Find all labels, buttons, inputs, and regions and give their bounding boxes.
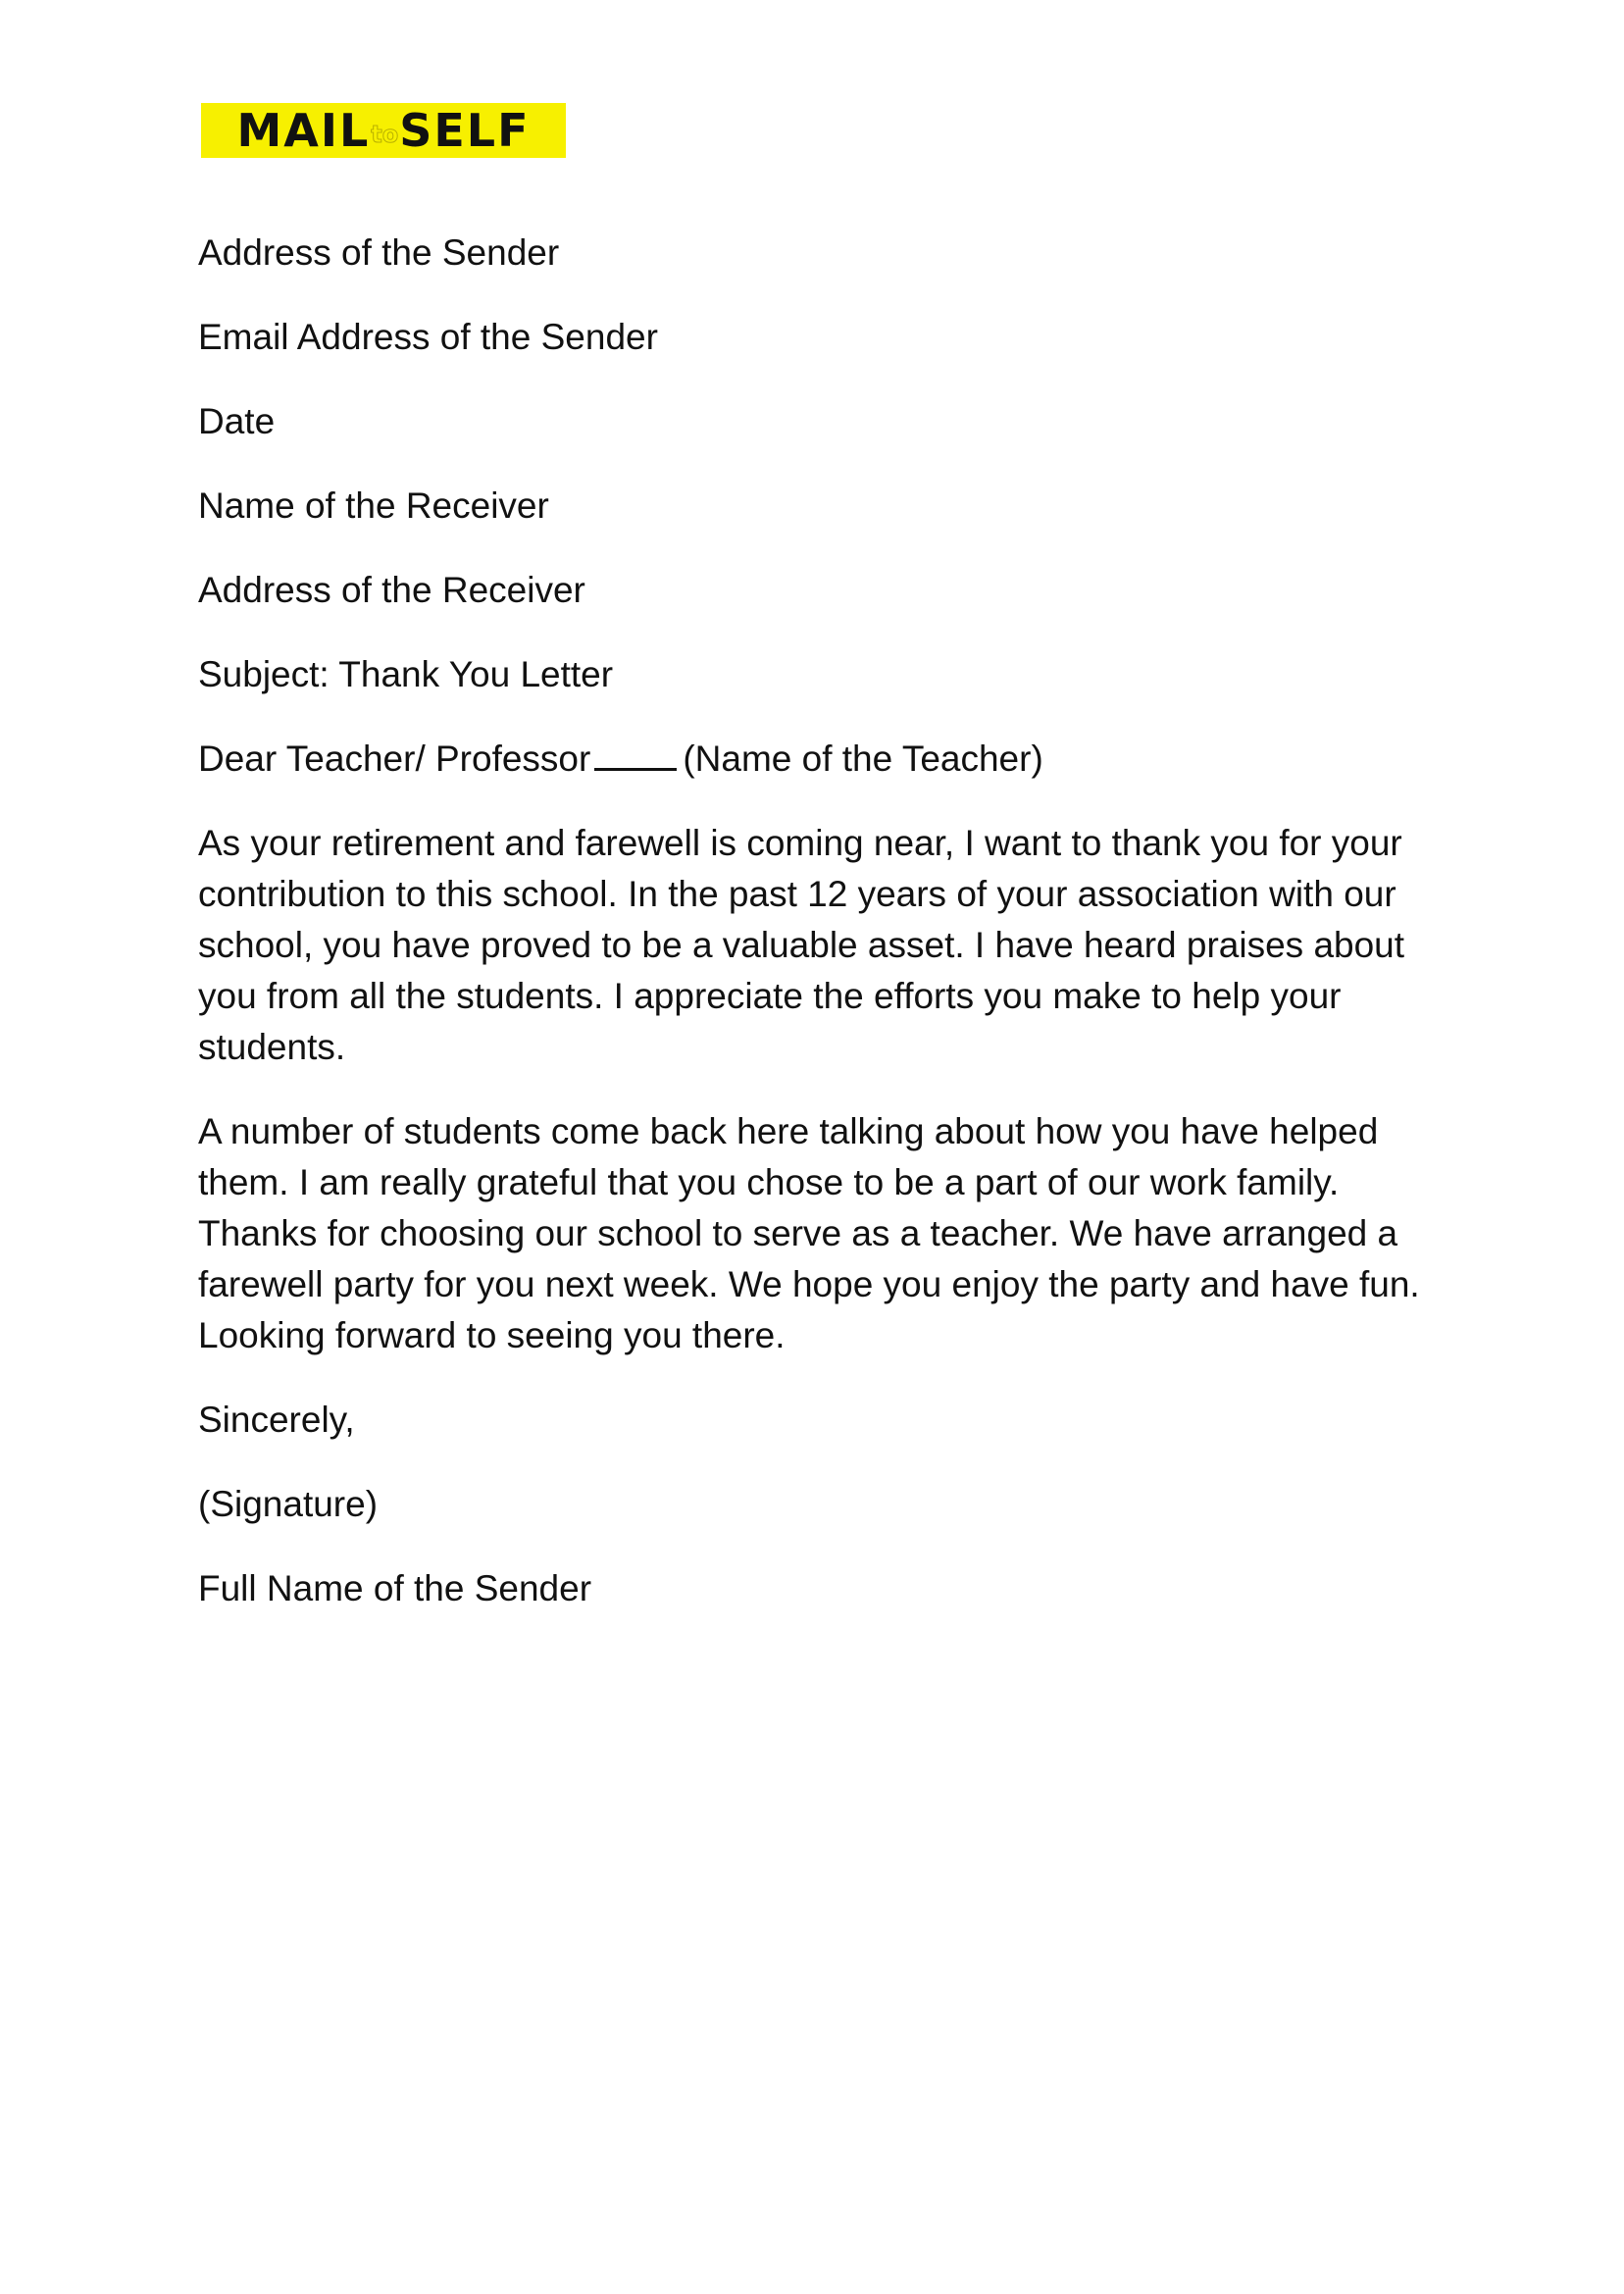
- sender-email: Email Address of the Sender: [198, 317, 658, 357]
- logo-text-mail: MAIL: [236, 104, 371, 157]
- receiver-name: Name of the Receiver: [198, 485, 549, 526]
- logo-text-to: to: [371, 121, 399, 148]
- salutation-suffix: (Name of the Teacher): [683, 739, 1043, 779]
- letter-subject: Subject: Thank You Letter: [198, 654, 614, 694]
- letter-body: [198, 228, 1463, 1648]
- salutation: [198, 734, 1463, 785]
- salutation-prefix: Dear Teacher/ Professor: [198, 739, 591, 779]
- closing: Sincerely,: [198, 1400, 355, 1440]
- logo-text-self: SELF: [399, 104, 531, 157]
- signature-placeholder: (Signature): [198, 1484, 379, 1524]
- body-paragraph-1: As your retirement and farewell is coming near, I want to thank you for your contribution to this school. In the past 12 years of your association with our school, you have proved to be a valuable asset. I have heard praises about you from all the students. I appreciate the efforts you make to help your students.: [198, 823, 1405, 1067]
- mailtoself-logo: [201, 103, 566, 158]
- body-paragraph-2: A number of students come back here talking about how you have helped them. I am really grateful that you chose to be a part of our work family. Thanks for choosing our school to serve as a teacher. We have arranged a farewell party for you next week. We hope you enjoy the party and have fun. Looking forward to seeing you there.: [198, 1111, 1420, 1355]
- receiver-address: Address of the Receiver: [198, 570, 585, 610]
- letter-date: Date: [198, 401, 276, 441]
- name-blank-line: [594, 739, 677, 771]
- sender-address: Address of the Sender: [198, 232, 560, 273]
- sender-full-name: Full Name of the Sender: [198, 1568, 592, 1608]
